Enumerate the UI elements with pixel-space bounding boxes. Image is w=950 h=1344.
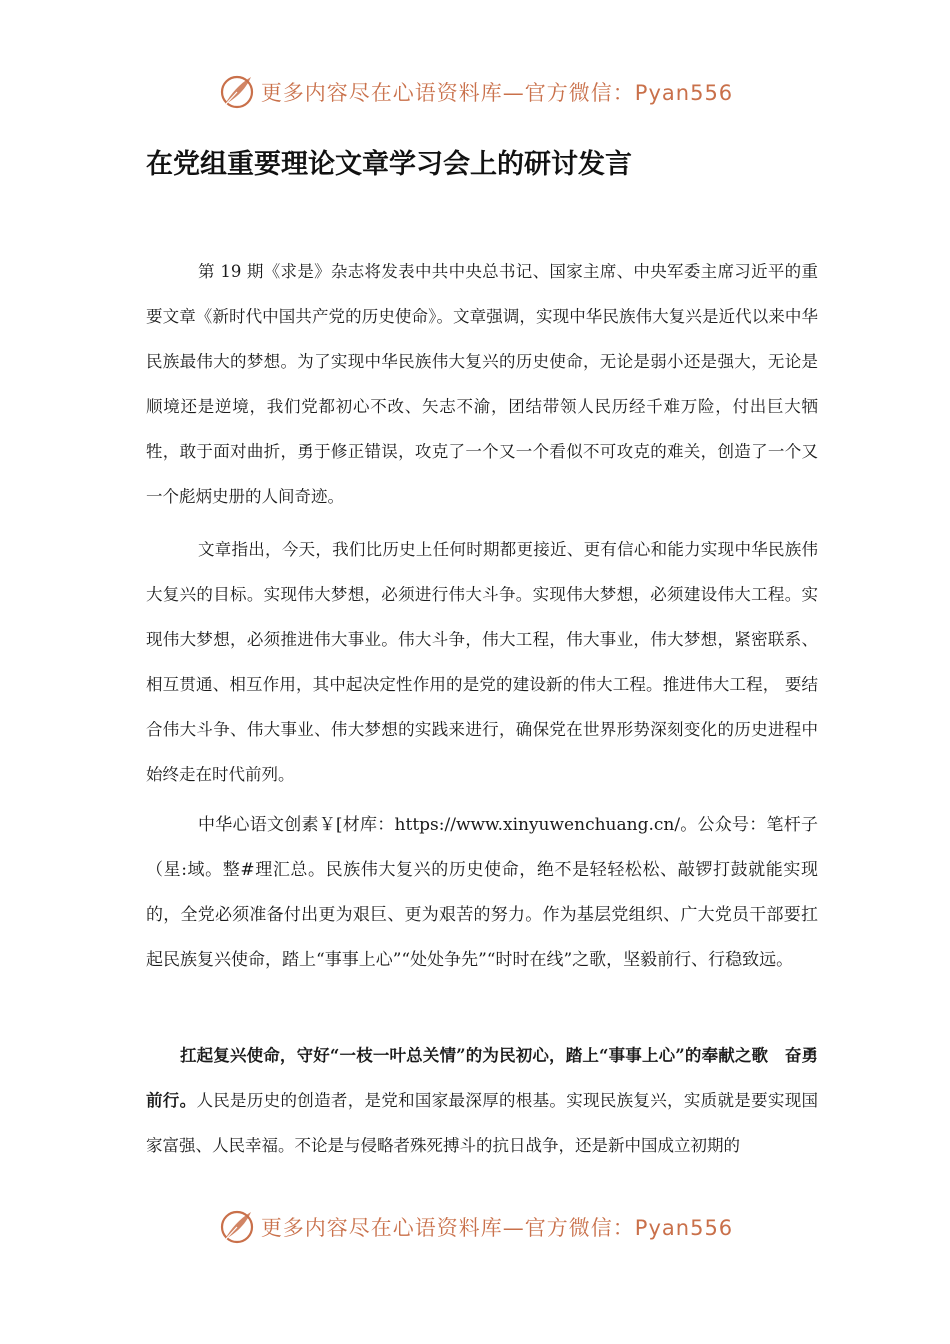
feather-pen-logo-icon xyxy=(217,72,257,112)
feather-pen-logo-icon xyxy=(217,1207,257,1247)
footer-banner xyxy=(0,1205,950,1249)
paragraph-3: 中华心语文创素￥[材库：https://www.xinyuwenchuang.cn/。公众号：笔杆子（星:域。整#理汇总。民族伟大复兴的历史使命，绝不是轻轻松松、敲锣打鼓就能实现的，全党必须准备付出更为艰巨、更为艰苦的努力。作为基层党组织、广大党员干部要扛起民族复兴使命，踏上“事事上心”“处处争先”“时时在线”之歌，坚毅前行、行稳致远。 xyxy=(146,815,818,970)
banner-text: 更多内容尽在心语资料库—官方微信：Pyan556 xyxy=(260,81,734,105)
paragraph-2: 文章指出，今天，我们比历史上任何时期都更接近、更有信心和能力实现中华民族伟大复兴的目标。实现伟大梦想，必须进行伟大斗争。实现伟大梦想，必须建设伟大工程。实现伟大梦想，必须推进伟大事业。伟大斗争，伟大工程，伟大事业，伟大梦想，紧密联系、相互贯通、相互作用，其中起决定性作用的是党的建设新的伟大工程。推进伟大工程， 要结合伟大斗争、伟大事业、伟大梦想的实践来进行，确保党在世界形势深刻变化的历史进程中始终走在时代前列。 xyxy=(146,540,818,784)
paragraph-4-bold-lead: 扛起复兴使命，守好“一枝一叶总关情”的为民初心，踏上“事事上心”的奉献之歌 奋勇前行。 xyxy=(146,1046,818,1110)
banner-text: 更多内容尽在心语资料库—官方微信：Pyan556 xyxy=(260,1216,734,1240)
paragraph-4 xyxy=(146,1033,818,1168)
paragraph-1: 第 19 期《求是》杂志将发表中共中央总书记、国家主席、中央军委主席习近平的重要文章《新时代中国共产党的历史使命》。文章强调，实现中华民族伟大复兴是近代以来中华民族最伟大的梦想。为了实现中华民族伟大复兴的历史使命，无论是弱小还是强大，无论是顺境还是逆境，我们党都初心不改、矢志不渝，团结带领人民历经千难万险，付出巨大牺牲，敢于面对曲折，勇于修正错误，攻克了一个又一个看似不可攻克的难关，创造了一个又一个彪炳史册的人间奇迹。 xyxy=(146,262,818,506)
page-title: 在党组重要理论文章学习会上的研讨发言 xyxy=(146,149,632,180)
paragraph-4-body: 人民是历史的创造者，是党和国家最深厚的根基。实现民族复兴，实质就是要实现国家富强、人民幸福。不论是与侵略者殊死搏斗的抗日战争，还是新中国成立初期的 xyxy=(146,1091,819,1155)
header-banner xyxy=(0,70,950,114)
